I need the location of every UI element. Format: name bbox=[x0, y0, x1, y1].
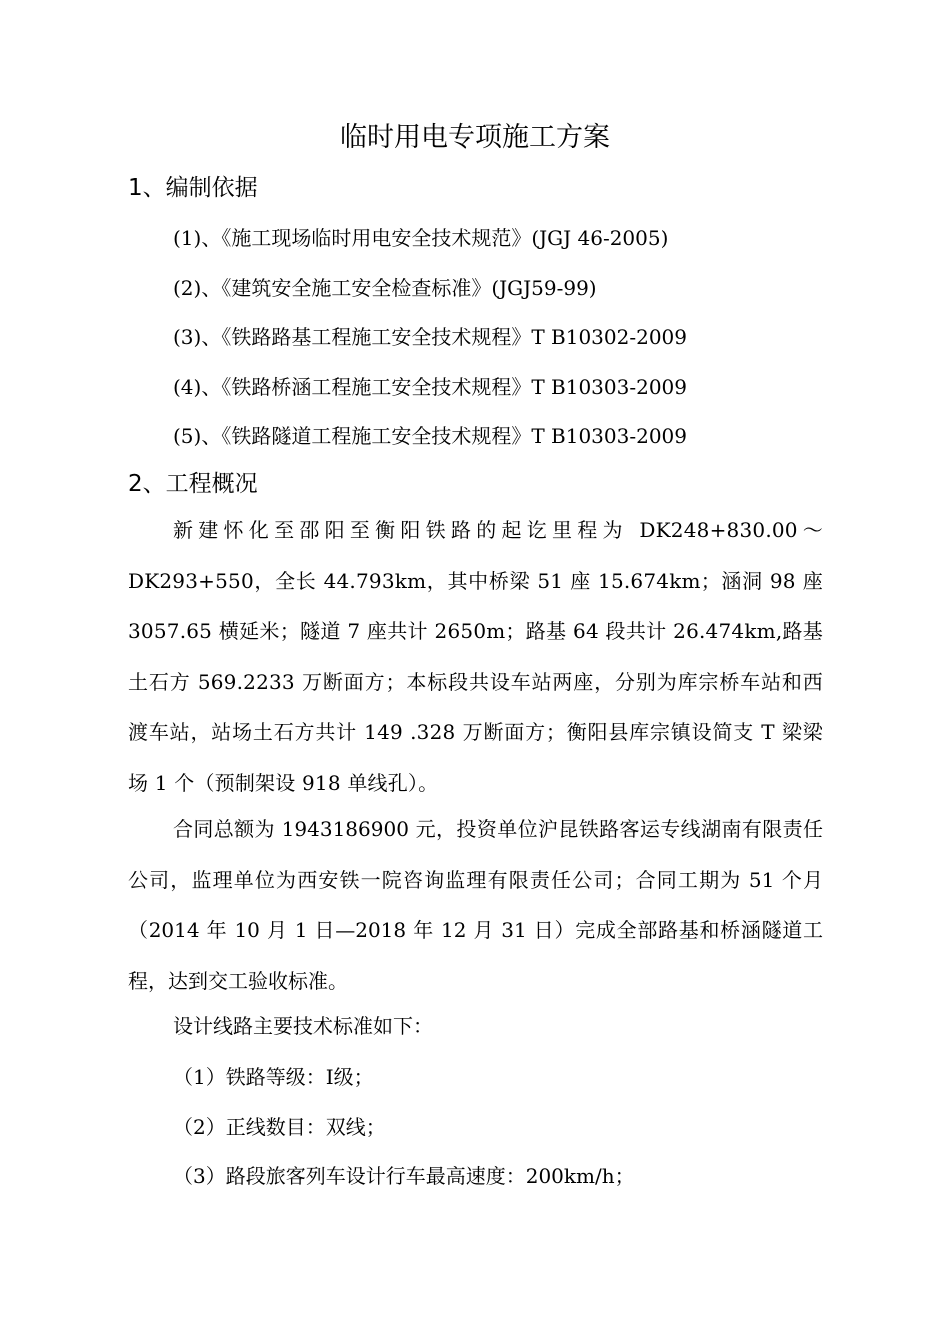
reference-item: (1)、《施工现场临时用电安全技术规范》(JGJ 46-2005) bbox=[173, 226, 669, 250]
section-heading-project-overview: 2、工程概况 bbox=[128, 471, 258, 497]
overview-paragraph-scope: 新建怀化至邵阳至衡阳铁路的起讫里程为 DK248+830.00～DK293+550，全长 44.793km，其中桥梁 51 座 15.674km；涵洞 98 座 3057.65 横延米；隧道 7 座共计 2650m；路基 64 段共计 26.474km,路基土石方 569.2233 万断面方；本标段共设车站两座，分别为库宗桥车站和西渡车站，站场土石方共计 149 .328 万断面方；衡阳县库宗镇设简支 T 梁梁场 1 个（预制架设 918 单线孔）。 bbox=[128, 518, 823, 795]
reference-item: (3)、《铁路路基工程施工安全技术规程》T B10302-2009 bbox=[173, 325, 688, 349]
section-heading-compilation-basis: 1、编制依据 bbox=[128, 175, 258, 201]
standard-item: （3）路段旅客列车设计行车最高速度：200km/h； bbox=[173, 1164, 635, 1188]
technical-standards-list bbox=[173, 1052, 635, 1201]
overview-paragraph-standards-intro: 设计线路主要技术标准如下： bbox=[173, 1014, 433, 1038]
reference-item: (4)、《铁路桥涵工程施工安全技术规程》T B10303-2009 bbox=[173, 374, 688, 399]
standard-item: （1）铁路等级：Ⅰ级； bbox=[173, 1065, 374, 1089]
reference-item: (5)、《铁路隧道工程施工安全技术规程》T B10303-2009 bbox=[173, 424, 688, 448]
reference-item: (2)、《建筑安全施工安全检查标准》(JGJ59-99) bbox=[173, 275, 597, 300]
overview-paragraph-contract: 合同总额为 1943186900 元，投资单位沪昆铁路客运专线湖南有限责任公司，监理单位为西安铁一院咨询监理有限责任公司；合同工期为 51 个月（2014 年 10 月 1 日—2018 年 12 月 31 日）完成全部路基和桥涵隧道工程，达到交工验收标准。 bbox=[128, 817, 823, 993]
reference-list bbox=[173, 220, 687, 468]
standard-item: （2）正线数目：双线； bbox=[173, 1114, 386, 1139]
document-title: 临时用电专项施工方案 bbox=[340, 122, 610, 153]
